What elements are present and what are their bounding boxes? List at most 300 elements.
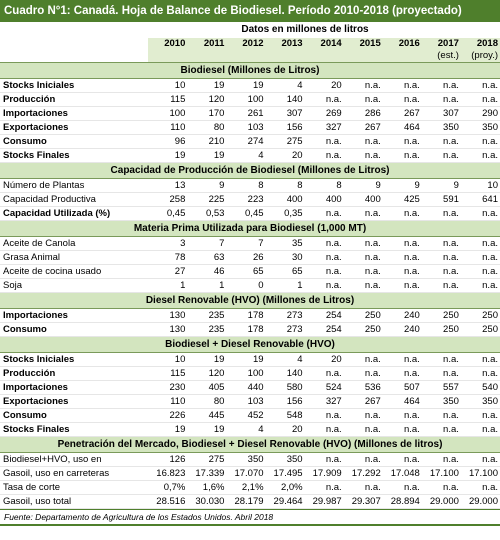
row-label: Consumo — [0, 323, 148, 337]
cell-value: 240 — [383, 323, 422, 337]
cell-value: 156 — [266, 395, 305, 409]
cell-value: n.a. — [383, 251, 422, 265]
cell-value: 440 — [226, 381, 265, 395]
cell-value: n.a. — [422, 423, 461, 437]
cell-value: n.a. — [422, 207, 461, 221]
cell-value: 46 — [187, 265, 226, 279]
cell-value: 78 — [148, 251, 187, 265]
cell-value: 115 — [148, 367, 187, 381]
cell-value: 4 — [226, 149, 265, 163]
cell-value: 350 — [226, 453, 265, 467]
cell-value: n.a. — [383, 265, 422, 279]
cell-value: 290 — [461, 107, 500, 121]
table-row — [0, 481, 500, 495]
cell-value: 8 — [226, 179, 265, 193]
year-note — [305, 50, 344, 63]
year-header: 2012 — [226, 38, 265, 50]
cell-value: 350 — [422, 395, 461, 409]
section-header-row — [0, 437, 500, 453]
cell-value: 327 — [305, 395, 344, 409]
cell-value: 4 — [226, 423, 265, 437]
cell-value: n.a. — [461, 149, 500, 163]
year-note-row — [0, 50, 500, 63]
cell-value: 17.292 — [344, 467, 383, 481]
section-header-row — [0, 337, 500, 353]
cell-value: 17.339 — [187, 467, 226, 481]
row-label: Stocks Finales — [0, 149, 148, 163]
cell-value: n.a. — [461, 409, 500, 423]
cell-value: 275 — [187, 453, 226, 467]
cell-value: 250 — [344, 323, 383, 337]
cell-value: 65 — [266, 265, 305, 279]
cell-value: n.a. — [344, 251, 383, 265]
year-header: 2018 — [461, 38, 500, 50]
cell-value: 28.516 — [148, 495, 187, 509]
table-row — [0, 495, 500, 509]
cell-value: 250 — [422, 323, 461, 337]
cell-value: 63 — [187, 251, 226, 265]
year-note-blank — [0, 50, 148, 63]
cell-value: 4 — [266, 353, 305, 367]
cell-value: 13 — [148, 179, 187, 193]
cell-value: n.a. — [422, 353, 461, 367]
cell-value: 235 — [187, 323, 226, 337]
cell-value: n.a. — [344, 265, 383, 279]
row-label: Aceite de Canola — [0, 237, 148, 251]
cell-value: 258 — [148, 193, 187, 207]
cell-value: n.a. — [422, 453, 461, 467]
cell-value: 156 — [266, 121, 305, 135]
cell-value: n.a. — [422, 481, 461, 495]
cell-value: 557 — [422, 381, 461, 395]
cell-value: 250 — [422, 309, 461, 323]
cell-value: 28.894 — [383, 495, 422, 509]
table-row — [0, 193, 500, 207]
cell-value: n.a. — [344, 409, 383, 423]
cell-value: 210 — [187, 135, 226, 149]
cell-value: n.a. — [461, 353, 500, 367]
cell-value: 8 — [305, 179, 344, 193]
cell-value: 240 — [383, 309, 422, 323]
year-note: (est.) — [422, 50, 461, 63]
cell-value: 9 — [187, 179, 226, 193]
cell-value: 267 — [344, 395, 383, 409]
cell-value: 20 — [266, 423, 305, 437]
row-label: Tasa de corte — [0, 481, 148, 495]
cell-value: n.a. — [305, 423, 344, 437]
table-row — [0, 353, 500, 367]
cell-value: 29.000 — [422, 495, 461, 509]
cell-value: 400 — [305, 193, 344, 207]
year-header: 2017 — [422, 38, 461, 50]
cell-value: 307 — [422, 107, 461, 121]
table-row — [0, 107, 500, 121]
cell-value: n.a. — [383, 149, 422, 163]
cell-value: n.a. — [383, 481, 422, 495]
cell-value: 80 — [187, 395, 226, 409]
cell-value: 350 — [461, 121, 500, 135]
cell-value: n.a. — [461, 237, 500, 251]
cell-value: 0,45 — [148, 207, 187, 221]
year-note: (proy.) — [461, 50, 500, 63]
row-label: Stocks Finales — [0, 423, 148, 437]
cell-value: 178 — [226, 309, 265, 323]
cell-value: 250 — [461, 323, 500, 337]
year-header: 2016 — [383, 38, 422, 50]
cell-value: 9 — [383, 179, 422, 193]
cell-value: 464 — [383, 395, 422, 409]
cell-value: 30 — [266, 251, 305, 265]
section-title: Capacidad de Producción de Biodiesel (Millones de Litros) — [0, 163, 500, 179]
cell-value: 350 — [422, 121, 461, 135]
cell-value: 29.307 — [344, 495, 383, 509]
cell-value: n.a. — [344, 453, 383, 467]
table-row — [0, 251, 500, 265]
cell-value: n.a. — [383, 409, 422, 423]
cell-value: 0,35 — [266, 207, 305, 221]
table-row — [0, 409, 500, 423]
cell-value: n.a. — [461, 279, 500, 293]
table-row — [0, 179, 500, 193]
cell-value: 140 — [266, 367, 305, 381]
cell-value: 17.070 — [226, 467, 265, 481]
year-note — [383, 50, 422, 63]
year-header: 2014 — [305, 38, 344, 50]
cell-value: 35 — [266, 237, 305, 251]
cell-value: 250 — [461, 309, 500, 323]
table-body — [0, 38, 500, 509]
cell-value: n.a. — [461, 135, 500, 149]
row-label: Stocks Iniciales — [0, 353, 148, 367]
row-label: Capacidad Productiva — [0, 193, 148, 207]
table-row — [0, 207, 500, 221]
cell-value: 29.464 — [266, 495, 305, 509]
table-row — [0, 367, 500, 381]
cell-value: 20 — [305, 353, 344, 367]
table-row — [0, 93, 500, 107]
cell-value: 580 — [266, 381, 305, 395]
cell-value: n.a. — [344, 135, 383, 149]
cell-value: 8 — [266, 179, 305, 193]
section-header-row — [0, 221, 500, 237]
cell-value: 100 — [148, 107, 187, 121]
cell-value: 452 — [226, 409, 265, 423]
cell-value: 400 — [266, 193, 305, 207]
cell-value: 96 — [148, 135, 187, 149]
cell-value: 254 — [305, 323, 344, 337]
table-title: Cuadro N°1: Canadá. Hoja de Balance de Biodiesel. Período 2010-2018 (proyectado) — [0, 0, 500, 22]
cell-value: 20 — [266, 149, 305, 163]
cell-value: 17.048 — [383, 467, 422, 481]
cell-value: 65 — [226, 265, 265, 279]
cell-value: n.a. — [344, 423, 383, 437]
year-note — [187, 50, 226, 63]
cell-value: 100 — [226, 93, 265, 107]
table-row — [0, 135, 500, 149]
cell-value: 80 — [187, 121, 226, 135]
table-row — [0, 279, 500, 293]
balance-table — [0, 38, 500, 509]
cell-value: n.a. — [422, 279, 461, 293]
cell-value: 28.179 — [226, 495, 265, 509]
cell-value: 267 — [344, 121, 383, 135]
cell-value: 19 — [187, 149, 226, 163]
section-title: Diesel Renovable (HVO) (Millones de Litros) — [0, 293, 500, 309]
cell-value: 400 — [344, 193, 383, 207]
cell-value: 235 — [187, 309, 226, 323]
cell-value: 126 — [148, 453, 187, 467]
cell-value: n.a. — [383, 353, 422, 367]
cell-value: n.a. — [383, 453, 422, 467]
cell-value: n.a. — [344, 353, 383, 367]
cell-value: 16.823 — [148, 467, 187, 481]
section-title: Biodiesel + Diesel Renovable (HVO) — [0, 337, 500, 353]
cell-value: 261 — [226, 107, 265, 121]
cell-value: 524 — [305, 381, 344, 395]
section-title: Biodiesel (Millones de Litros) — [0, 63, 500, 79]
cell-value: n.a. — [305, 481, 344, 495]
cell-value: n.a. — [422, 367, 461, 381]
cell-value: 9 — [344, 179, 383, 193]
row-label: Gasoil, uso total — [0, 495, 148, 509]
cell-value: 30.030 — [187, 495, 226, 509]
table-row — [0, 381, 500, 395]
data-units-header: Datos en millones de litros — [241, 24, 369, 35]
year-header: 2015 — [344, 38, 383, 50]
cell-value: 110 — [148, 121, 187, 135]
cell-value: 286 — [344, 107, 383, 121]
cell-value: n.a. — [344, 367, 383, 381]
cell-value: n.a. — [422, 265, 461, 279]
row-label: Exportaciones — [0, 395, 148, 409]
row-label: Gasoil, uso en carreteras — [0, 467, 148, 481]
cell-value: 405 — [187, 381, 226, 395]
cell-value: 267 — [383, 107, 422, 121]
cell-value: n.a. — [344, 481, 383, 495]
table-row — [0, 467, 500, 481]
cell-value: 1 — [148, 279, 187, 293]
cell-value: n.a. — [305, 409, 344, 423]
cell-value: 226 — [148, 409, 187, 423]
cell-value: 3 — [148, 237, 187, 251]
cell-value: 230 — [148, 381, 187, 395]
year-header: 2011 — [187, 38, 226, 50]
cell-value: 20 — [305, 79, 344, 93]
cell-value: 4 — [266, 79, 305, 93]
section-header-row — [0, 293, 500, 309]
cell-value: n.a. — [305, 207, 344, 221]
year-note — [148, 50, 187, 63]
cell-value: 29.000 — [461, 495, 500, 509]
row-label: Importaciones — [0, 309, 148, 323]
cell-value: 9 — [422, 179, 461, 193]
cell-value: n.a. — [344, 93, 383, 107]
table-row — [0, 309, 500, 323]
cell-value: 103 — [226, 121, 265, 135]
cell-value: 19 — [187, 353, 226, 367]
cell-value: 1 — [187, 279, 226, 293]
cell-value: 110 — [148, 395, 187, 409]
cell-value: 275 — [266, 135, 305, 149]
cell-value: 274 — [226, 135, 265, 149]
cell-value: 2,0% — [266, 481, 305, 495]
cell-value: 591 — [422, 193, 461, 207]
row-label: Consumo — [0, 409, 148, 423]
row-label: Importaciones — [0, 107, 148, 121]
section-title: Materia Prima Utilizada para Biodiesel (1,000 MT) — [0, 221, 500, 237]
year-header: 2013 — [266, 38, 305, 50]
cell-value: n.a. — [422, 93, 461, 107]
cell-value: 115 — [148, 93, 187, 107]
cell-value: 269 — [305, 107, 344, 121]
row-label: Número de Plantas — [0, 179, 148, 193]
cell-value: 140 — [266, 93, 305, 107]
cell-value: 17.100 — [422, 467, 461, 481]
cell-value: 548 — [266, 409, 305, 423]
cell-value: 19 — [187, 423, 226, 437]
table-row — [0, 265, 500, 279]
table-row — [0, 79, 500, 93]
section-header-row — [0, 163, 500, 179]
cell-value: n.a. — [461, 481, 500, 495]
cell-value: 0,7% — [148, 481, 187, 495]
cell-value: 350 — [461, 395, 500, 409]
cell-value: 425 — [383, 193, 422, 207]
table-row — [0, 149, 500, 163]
year-note — [266, 50, 305, 63]
cell-value: 273 — [266, 323, 305, 337]
cell-value: 17.909 — [305, 467, 344, 481]
row-label: Grasa Animal — [0, 251, 148, 265]
year-header-row — [0, 38, 500, 50]
cell-value: 7 — [187, 237, 226, 251]
cell-value: 130 — [148, 323, 187, 337]
cell-value: 536 — [344, 381, 383, 395]
section-title: Penetración del Mercado, Biodiesel + Diesel Renovable (HVO) (Millones de litros) — [0, 437, 500, 453]
cell-value: n.a. — [383, 93, 422, 107]
row-label: Producción — [0, 367, 148, 381]
year-header-blank — [0, 38, 148, 50]
cell-value: 100 — [226, 367, 265, 381]
cell-value: 507 — [383, 381, 422, 395]
cell-value: 273 — [266, 309, 305, 323]
cell-value: 19 — [226, 79, 265, 93]
cell-value: 19 — [148, 423, 187, 437]
cell-value: n.a. — [383, 367, 422, 381]
cell-value: n.a. — [383, 237, 422, 251]
cell-value: 19 — [187, 79, 226, 93]
cell-value: n.a. — [461, 367, 500, 381]
cell-value: 10 — [461, 179, 500, 193]
cell-value: 0 — [226, 279, 265, 293]
cell-value: n.a. — [383, 79, 422, 93]
table-row — [0, 121, 500, 135]
row-label: Aceite de cocina usado — [0, 265, 148, 279]
cell-value: n.a. — [383, 207, 422, 221]
cell-value: 307 — [266, 107, 305, 121]
year-note — [226, 50, 265, 63]
cell-value: n.a. — [305, 367, 344, 381]
source-note: Fuente: Departamento de Agricultura de los Estados Unidos. Abril 2018 — [0, 509, 500, 526]
cell-value: 19 — [148, 149, 187, 163]
row-label: Exportaciones — [0, 121, 148, 135]
cell-value: n.a. — [461, 265, 500, 279]
cell-value: 29.987 — [305, 495, 344, 509]
cell-value: n.a. — [422, 149, 461, 163]
cell-value: n.a. — [461, 423, 500, 437]
cell-value: 2,1% — [226, 481, 265, 495]
cell-value: n.a. — [422, 79, 461, 93]
row-label: Importaciones — [0, 381, 148, 395]
cell-value: n.a. — [305, 237, 344, 251]
cell-value: n.a. — [344, 207, 383, 221]
row-label: Capacidad Utilizada (%) — [0, 207, 148, 221]
cell-value: 641 — [461, 193, 500, 207]
cell-value: n.a. — [461, 79, 500, 93]
row-label: Biodiesel+HVO, uso en — [0, 453, 148, 467]
cell-value: 170 — [187, 107, 226, 121]
cell-value: 10 — [148, 79, 187, 93]
cell-value: n.a. — [305, 453, 344, 467]
cell-value: n.a. — [305, 279, 344, 293]
row-label: Producción — [0, 93, 148, 107]
cell-value: 225 — [187, 193, 226, 207]
cell-value: 120 — [187, 367, 226, 381]
cell-value: 19 — [226, 353, 265, 367]
cell-value: 250 — [344, 309, 383, 323]
row-label: Stocks Iniciales — [0, 79, 148, 93]
cell-value: 223 — [226, 193, 265, 207]
cell-value: 27 — [148, 265, 187, 279]
cell-value: n.a. — [383, 423, 422, 437]
cell-value: n.a. — [461, 207, 500, 221]
section-header-row — [0, 63, 500, 79]
cell-value: 103 — [226, 395, 265, 409]
cell-value: n.a. — [461, 251, 500, 265]
cell-value: n.a. — [383, 279, 422, 293]
cell-value: n.a. — [422, 251, 461, 265]
cell-value: 17.495 — [266, 467, 305, 481]
cell-value: n.a. — [305, 149, 344, 163]
cell-value: n.a. — [344, 237, 383, 251]
cell-value: n.a. — [305, 251, 344, 265]
cell-value: 7 — [226, 237, 265, 251]
cell-value: 0,45 — [226, 207, 265, 221]
year-note — [344, 50, 383, 63]
table-row — [0, 423, 500, 437]
cell-value: n.a. — [305, 93, 344, 107]
cell-value: n.a. — [305, 135, 344, 149]
cell-value: n.a. — [344, 279, 383, 293]
table-row — [0, 395, 500, 409]
cell-value: 445 — [187, 409, 226, 423]
cell-value: n.a. — [422, 135, 461, 149]
cell-value: 1,6% — [187, 481, 226, 495]
cell-value: 1 — [266, 279, 305, 293]
cell-value: 327 — [305, 121, 344, 135]
cell-value: 130 — [148, 309, 187, 323]
cell-value: 540 — [461, 381, 500, 395]
row-label: Consumo — [0, 135, 148, 149]
cell-value: n.a. — [422, 237, 461, 251]
cell-value: 254 — [305, 309, 344, 323]
row-label: Soja — [0, 279, 148, 293]
cell-value: 17.100 — [461, 467, 500, 481]
cell-value: n.a. — [422, 409, 461, 423]
year-header: 2010 — [148, 38, 187, 50]
cell-value: n.a. — [344, 149, 383, 163]
table-row — [0, 323, 500, 337]
